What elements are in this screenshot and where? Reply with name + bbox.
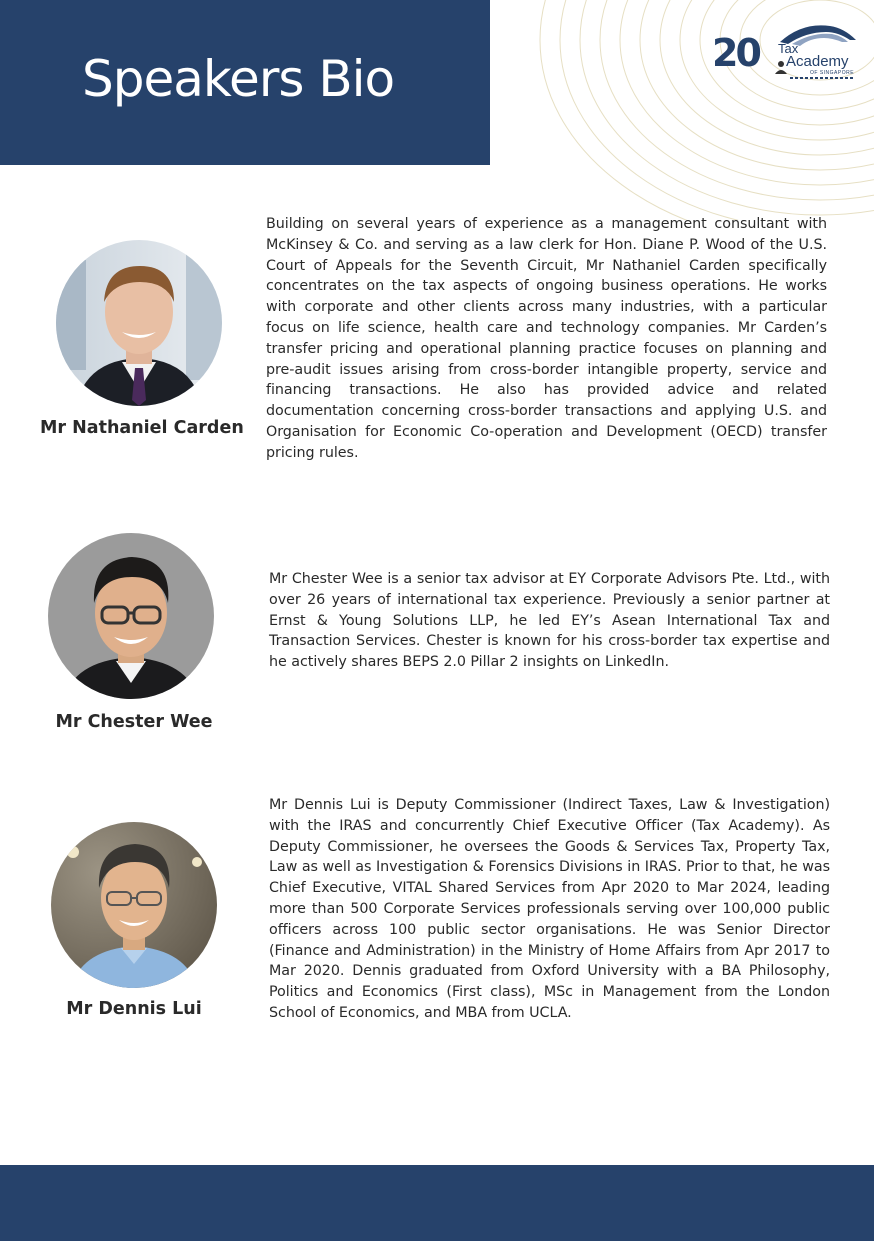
speaker-name-wee: Mr Chester Wee (55, 712, 213, 732)
speaker-photo-carden (56, 240, 222, 406)
speaker-bio-lui: Mr Dennis Lui is Deputy Commissioner (Indirect Taxes, Law & Investigation) with the IRAS and concurrently Chief Executive Officer (Tax Academy). As Deputy Commissioner, he oversees the Goods & Services Tax, Property Tax, Law as well as Investigation & Forensics Divisions in IRAS. Prior to that, he was Chief Executive, VITAL Shared Services from Apr 2020 to Mar 2024, leading more than 500 Corporate Services professionals serving over 100,000 public officers across 100 public sector organisations. He was Senior Director (Finance and Administration) in the Ministry of Home Affairs from Apr 2017 to Mar 2020. Dennis graduated from Oxford University with a BA Philosophy, Politics and Economics (First class), MSc in Management from the London School of Economics, and MBA from UCLA. (269, 797, 830, 1021)
speaker-bio-carden: Building on several years of experience as a management consultant with McKinsey & Co. and serving as a law clerk for Hon. Diane P. Wood of the U.S. Court of Appeals for the Seventh Circuit, Mr Nathaniel Carden specifically concentrates on the tax aspects of ongoing business operations. He works with corporate and other clients across many industries, with a particular focus on life science, health care and technology companies. Mr Carden’s transfer pricing and operational planning practice focuses on planning and pre-audit issues arising from cross-border intangible property, service and financing transactions. He also has provided advice and related documentation concerning cross-border transactions and applying U.S. and Organisation for Economic Co-operation and Development (OECD) transfer pricing rules. (266, 216, 827, 461)
speaker-photo-wee (48, 533, 214, 699)
logo-tagline (790, 77, 854, 79)
logo-number: 20 (712, 31, 759, 75)
speaker-name-carden: Mr Nathaniel Carden (40, 418, 244, 438)
page-title: Speakers Bio (82, 50, 395, 108)
logo-singapore-text: OF SINGAPORE (810, 70, 855, 76)
portrait-photo (48, 533, 214, 699)
footer-bar (0, 1165, 874, 1241)
logo-academy-text: Academy (786, 53, 849, 70)
speaker-bio-wee: Mr Chester Wee is a senior tax advisor at EY Corporate Advisors Pte. Ltd., with over 26 years of international tax experience. Previously a senior partner at Ernst & Young Solutions LLP, he led EY’s Asean International Tax and Transaction Services. Chester is known for his cross-border tax expertise and he actively shares BEPS 2.0 Pillar 2 insights on LinkedIn. (269, 571, 830, 671)
portrait-photo (51, 822, 217, 988)
speaker-name-lui: Mr Dennis Lui (66, 999, 202, 1019)
logo-tax-text: Tax (778, 41, 799, 56)
portrait-photo (56, 240, 222, 406)
speaker-photo-lui (51, 822, 217, 988)
header-banner (0, 0, 490, 165)
tax-academy-logo (712, 20, 857, 84)
